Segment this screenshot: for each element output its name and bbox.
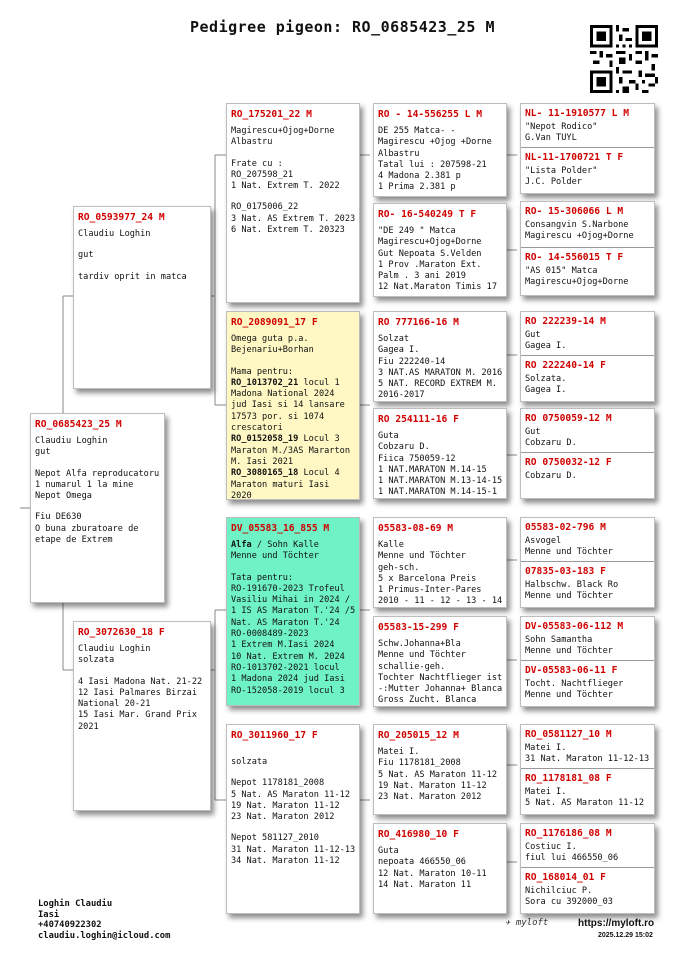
detail-line: G.Van TUYL [525,133,577,144]
detail-line: Matei I. [378,747,420,757]
detail-line: 5 Nat. AS Maraton 11-12 [378,769,497,780]
detail-line: 1 NAT.MARATON M.13-14-15 [378,476,503,487]
detail-line [35,459,160,469]
gggp-card[interactable] [521,768,654,814]
ring-number: RO 0750032-12 F [525,456,612,468]
pigeon-details [525,580,650,603]
ring-number: RO 222239-14 M [525,316,606,327]
detail-line: Magirescu +Ojog+Dorne [525,231,634,242]
detail-line: Cobzaru D. [525,438,577,449]
detail-line: RO_0175006_22 [231,202,299,213]
ff-ring: RO_175201_22 M [231,109,312,120]
ggp-card[interactable] [373,203,507,297]
detail-line: RO-191670-2023 Trofeul [231,583,345,594]
detail-line: 23 Nat. Maraton 2012 [231,812,335,823]
fm-entry [231,468,355,500]
pigeon-details [525,330,650,353]
detail-line: Magirescu +Ojog +Dorne [378,137,492,148]
pigeon-details [378,334,502,402]
gggp-pair-card[interactable] [520,408,655,499]
detail-line: 31 Nat. Maraton 11-12-13 [231,844,356,855]
ring-number: RO_168014_01 F [525,871,606,883]
mf-ring: DV_05583_16_855 M [231,523,330,534]
detail-line: -:Mutter Johanna+ Blanca [378,684,503,695]
ring-number: RO_416980_10 F [378,829,459,840]
ring-number: RO_205015_12 M [378,730,459,741]
detail-line: "DE 249 " Matca [378,226,456,236]
detail-line [78,262,206,272]
detail-line: Fiu 222240-14 [378,356,446,367]
ggp-card[interactable] [373,408,507,499]
ring-number: RO 777166-16 M [378,317,459,328]
detail-line: 2016-2017 [378,390,425,401]
gggp-card[interactable] [521,867,654,913]
gggp-pair-card[interactable] [520,311,655,402]
detail-line: Magirescu+Ojog+Dorne [231,126,335,136]
detail-line: 1 Primus-Inter-Pares [378,585,482,596]
detail-line: Fiica 750059-12 [378,453,456,464]
pigeon-details [525,166,650,189]
detail-line [231,149,355,159]
pigeon-details [525,635,650,658]
pigeon-details [525,220,650,243]
gggp-card[interactable] [521,561,654,607]
detail-line: Tocht. Nachtflieger [525,678,624,689]
detail-line: geh-sch. [378,562,420,573]
detail-line: 1 Prov .Maraton Ext. [378,259,482,270]
detail-line: DE 255 Matca- - [378,126,456,136]
mm-card[interactable] [226,724,360,914]
detail-line: Gagea I. [525,341,567,352]
detail-line: Sora cu 392000_03 [525,897,613,908]
detail-line: RO-1013702-2021 locul [231,662,340,673]
father-ring: RO_0593977_24 M [78,212,165,223]
detail-line: Guta [378,846,399,856]
detail-line: Sohn Samantha [525,635,593,645]
detail-line: Kalle [378,540,404,550]
myloft-logo [505,918,548,928]
ggp-card[interactable] [373,103,507,197]
detail-line: 4 Madona 2.381 p [378,171,461,182]
detail-line: Schw.Johanna+Bla [378,639,461,649]
ring-number: RO- 15-306066 L M [525,206,624,217]
mf-name-rest: / Sohn Kalle [251,540,319,550]
ggp-card[interactable] [373,517,507,608]
fm-entry-text: Locul 3 Maraton M./3AS Mararton M. Iasi 2021 [231,434,350,467]
detail-line: Claudiu Loghin [78,229,151,239]
detail-line: 12 Iasi Palmares Birzai [78,687,197,698]
detail-line: 5 Nat. AS Maraton 11-12 [231,789,350,800]
detail-line: Fiu DE630 [35,512,82,523]
detail-line: RO-0008489-2023 [231,629,309,640]
detail-line [35,502,160,512]
pigeon-details [525,743,650,766]
ff-card[interactable] [226,103,360,303]
ggp-card[interactable] [373,724,507,815]
ring-number: 07835-03-183 F [525,565,606,577]
detail-line: tardiv oprit in matca [78,271,187,282]
gggp-card[interactable] [521,725,654,768]
detail-line: 1 NAT.MARATON M.14-15-1 [378,487,497,498]
detail-line: Magirescu+Ojog+Dorne [378,237,482,248]
mm-details [231,747,355,867]
detail-line: Asvogel [525,536,562,546]
detail-line: solzata [78,655,115,666]
detail-line: RO-152058-2019 locul 3 [231,685,345,696]
detail-line: Bejenariu+Borhan [231,345,314,356]
ring-number: RO- 14-556015 T F [525,251,624,263]
detail-line: 1 IS AS Maraton T.'24 /5 [231,606,356,617]
detail-line: Nepot Omega [35,491,92,502]
detail-line: Gut [525,427,541,437]
detail-line: Omega guta p.a. [231,334,309,344]
pigeon-details [525,374,650,397]
ring-number: RO- 16-540249 T F [378,209,477,220]
detail-line: National 20-21 [78,699,151,710]
detail-line: 1 Extrem M.Iasi 2024 [231,640,335,651]
pigeon-details [378,540,502,608]
detail-line: Menne und Töchter [378,650,466,661]
detail-line: etape de Extrem [35,535,113,546]
gggp-card[interactable] [521,660,654,706]
detail-line: Tatal lui : 207598-21 [378,159,487,170]
detail-line: Gagea I. [525,385,567,396]
detail-line [231,823,355,833]
detail-line [231,192,355,202]
gggp-pair-card[interactable] [520,103,655,194]
detail-line: "Lista Polder" [525,165,598,176]
owner-city: Iasi [38,909,60,920]
detail-line: Mama pentru: [231,366,294,377]
detail-line: Nichilciuc P. [525,885,593,896]
detail-line: 12 Nat.Maraton Timis 17 [378,282,497,293]
detail-line: Menne und Töchter [525,646,613,657]
pigeon-details [525,842,650,865]
detail-line [231,747,355,757]
mother-details [78,644,206,733]
father-card[interactable] [73,206,211,389]
detail-line: Consangvin S.Narbone [525,220,629,230]
detail-line: 6 Nat. Extrem T. 20323 [231,225,345,236]
pigeon-details [525,427,650,450]
fm-entry [231,378,355,434]
detail-line: Claudiu Loghin [78,644,151,654]
detail-line: Nat. AS Maraton T.'24 [231,617,340,628]
detail-line: 4 Iasi Madona Nat. 21-22 [78,676,203,687]
detail-line: 2010 - 11 - 12 - 13 - 14 [378,596,503,607]
site-link[interactable]: https://myloft.ro [578,918,655,929]
detail-line: Matei I. [525,786,567,797]
detail-line [78,667,206,677]
fm-entry-id: RO_1013702_21 [231,377,299,388]
father-details [78,229,206,283]
detail-line: "Nepot Rodico" [525,122,598,132]
gggp-pair-card[interactable] [520,517,655,608]
detail-line: Cobzaru D. [378,442,430,453]
detail-line: gut [78,250,94,261]
gggp-card[interactable] [521,617,654,660]
detail-line: 10 Nat. Extrem M. 2024 [231,651,345,662]
detail-line: 2021 [78,721,99,732]
detail-line: 5 Nat. AS Maraton 11-12 [525,798,644,809]
gggp-card[interactable] [521,147,654,193]
mother-card[interactable] [73,621,211,811]
ring-number: RO 254111-16 F [378,414,459,425]
detail-line: Solzat [378,334,410,344]
owner-contact [38,899,170,941]
pigeon-details [378,431,502,499]
subject-ring: RO_0685423_25 M [35,419,122,430]
detail-line: 5 NAT. RECORD EXTREM M. [378,379,497,390]
gggp-card[interactable] [521,202,654,247]
gggp-pair-card[interactable] [520,201,655,296]
detail-line: Albastru [378,148,420,159]
detail-line: 1 NAT.MARATON M.14-15 [378,464,487,475]
pigeon-details [525,679,650,702]
detail-line: 1 numarul 1 la mine [35,479,134,490]
detail-line: J.C. Polder [525,177,582,188]
detail-line: Solzata. [525,373,567,384]
detail-line: Menne und Töchter [525,690,613,701]
mother-ring: RO_3072630_18 F [78,627,165,638]
detail-line: Menne und Töchter [525,547,613,558]
mm-ring: RO_3011960_17 F [231,730,318,741]
detail-line: Vasiliu Mihai in 2024 / [231,595,350,606]
fm-intro [231,334,355,378]
detail-line: 34 Nat. Maraton 11-12 [231,856,340,867]
detail-line: Costiuc I. [525,842,577,852]
subject-details [35,436,160,546]
ring-number: RO 222240-14 F [525,359,606,371]
detail-line: 5 x Barcelona Preis [378,573,477,584]
pigeon-details [525,266,650,289]
ring-number: 05583-08-69 M [378,523,454,534]
gggp-card[interactable] [521,104,654,147]
detail-line: Gagea I. [378,345,420,356]
pigeon-details [525,471,650,482]
detail-line: Tochter Nachtflieger ist [378,672,503,683]
gggp-pair-card[interactable] [520,616,655,707]
detail-line: 12 Nat. Maraton 10-11 [378,868,487,879]
ring-number: RO_1176186_08 M [525,828,612,839]
detail-line: Claudiu Loghin [35,436,108,446]
detail-line: Magirescu+Ojog+Dorne [525,276,629,287]
ff-details [231,126,355,236]
owner-phone: +40740922302 [38,920,102,930]
detail-line: O buna zburatoare de [35,523,139,534]
detail-line: Gut Nepoata S.Velden [378,248,482,259]
detail-line: Frate cu : [231,158,283,169]
pigeon-details [525,886,650,909]
detail-line [231,563,355,573]
gggp-card[interactable] [521,355,654,401]
owner-email[interactable]: claudiu.loghin@icloud.com [38,930,171,941]
pigeon-details [378,639,502,707]
ring-number: RO - 14-556255 L M [378,109,482,120]
gggp-card[interactable] [521,452,654,498]
ring-number: RO_1178181_08 F [525,772,612,784]
detail-line: Nepot Alfa reproducatoru [35,468,160,479]
gggp-card[interactable] [521,824,654,867]
ring-number: DV-05583-06-112 M [525,621,624,632]
ring-number: NL-11-1700721 T F [525,151,624,163]
fm-entry [231,434,355,468]
pigeon-details [525,787,650,810]
fm-entries [231,378,355,500]
detail-line: 1 Prima 2.381 p [378,182,456,193]
pigeon-details [525,122,650,145]
gggp-card[interactable] [521,312,654,355]
detail-line: 15 Iasi Mar. Grand Prix [78,710,197,721]
detail-line: 19 Nat. Maraton 11-12 [378,780,487,791]
detail-line: gut [35,447,51,458]
detail-line [78,240,206,250]
detail-line: 1 Madona 2024 jud Iasi [231,674,345,685]
detail-line: Tata pentru: [231,572,294,583]
detail-line: 1 Nat. Extrem T. 2022 [231,181,340,192]
detail-line: 19 Nat. Maraton 11-12 [231,800,340,811]
mf-card[interactable] [226,517,360,706]
print-date: 2025.12.29 15:02 [598,932,653,939]
gggp-card[interactable] [521,409,654,452]
detail-line: schallie-geh. [378,661,446,672]
ring-number: DV-05583-06-11 F [525,664,618,676]
detail-line: "AS 015" Matca [525,265,598,276]
fm-entry-id: RO_0152058_19 [231,434,299,445]
detail-line: Menne und Töchter [378,551,466,562]
detail-line: 23 Nat. Maraton 2012 [378,792,482,803]
pigeon-details [378,226,502,294]
gggp-card[interactable] [521,518,654,561]
ring-number: 05583-15-299 F [378,622,459,633]
detail-line: Albastru [231,137,273,148]
detail-line: Nepot 581127_2010 [231,833,319,844]
detail-line [231,357,355,367]
gggp-card[interactable] [521,247,654,295]
detail-line [231,768,355,778]
detail-line: 3 Nat. AS Extrem T. 2023 [231,213,356,224]
pigeon-details [378,846,502,891]
ggp-card[interactable] [373,823,507,914]
pigeon-details [378,126,502,194]
fm-entry-text: Locul 4 Maraton maturi Iasi 2020 [231,468,340,500]
ring-number: NL- 11-1910577 L M [525,108,629,119]
owner-name: Loghin Claudiu [38,899,113,909]
page-title: Pedigree pigeon: RO_0685423_25 M [190,18,495,36]
subject-pigeon-card[interactable] [30,413,165,603]
logo-text: myloft [515,918,549,928]
detail-line: Halbschw. Black Ro [525,579,619,590]
ring-number: RO 0750059-12 M [525,413,612,424]
gggp-pair-card[interactable] [520,724,655,815]
fm-entry-id: RO_3080165_18 [231,468,299,479]
detail-line: Nepot 1178181_2008 [231,778,325,789]
fm-ring: RO_2089091_17 F [231,317,318,328]
ring-number: RO_0581127_10 M [525,729,612,740]
mf-details [231,551,355,697]
ggp-card[interactable] [373,616,507,707]
detail-line: 3 NAT.AS MARATON M. 2016 [378,367,503,378]
detail-line: solzata [231,757,268,767]
fm-entry-text: locul 1 Madona National 2024 jud Iasi si 14 lansare 17573 por. si 1074 crescatori [231,377,345,434]
detail-line: 14 Nat. Maraton 11 [378,879,472,890]
detail-line: nepoata 466550_06 [378,857,466,868]
detail-line: Cobzaru D. [525,470,577,481]
pigeon-details [378,747,502,803]
detail-line: 31 Nat. Maraton 11-12-13 [525,754,650,765]
gggp-pair-card[interactable] [520,823,655,914]
detail-line: Fiu 1178181_2008 [378,758,461,769]
mf-name-line [231,540,355,551]
detail-line: Palm . 3 ani 2019 [378,271,466,282]
detail-line: Menne und Töchter [231,551,319,562]
fm-card[interactable] [226,311,360,500]
detail-line: RO_207598_21 [231,169,294,180]
mf-name: Alfa [231,540,252,550]
detail-line: fiul lui 466550_06 [525,853,619,864]
detail-line: Matei I. [525,743,567,753]
detail-line: Menne und Töchter [525,591,613,602]
ring-number: 05583-02-796 M [525,522,606,533]
ggp-card[interactable] [373,311,507,402]
detail-line: Guta [378,431,399,441]
detail-line: Gross Zucht. Blanca [378,695,477,706]
pigeon-details [525,536,650,559]
detail-line: Gut [525,330,541,340]
pigeon-icon: ✈︎ [505,918,511,928]
